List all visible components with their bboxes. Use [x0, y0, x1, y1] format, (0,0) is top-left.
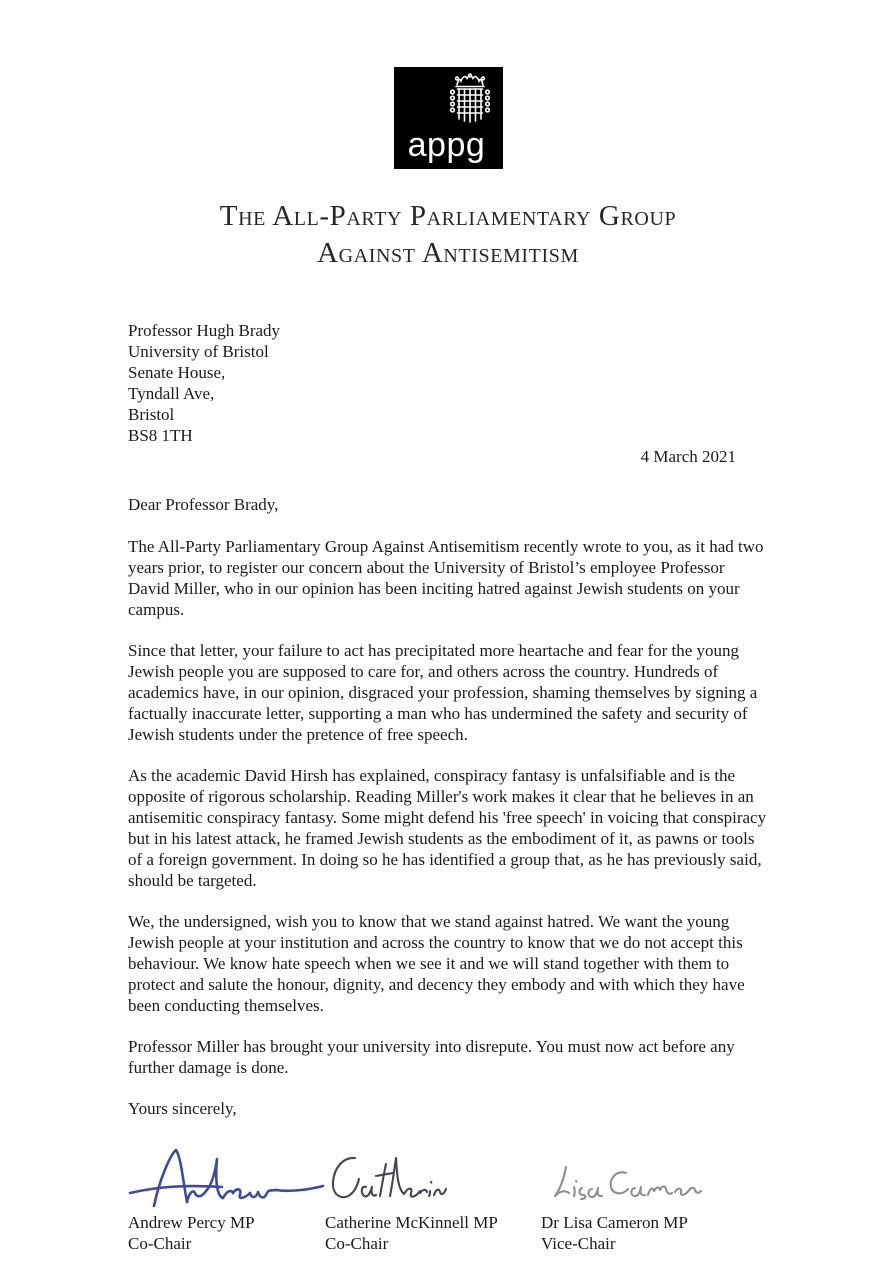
signature-block-catherine-mckinnell — [325, 1150, 541, 1209]
body-paragraph: As the academic David Hirsh has explained, conspiracy fantasy is unfalsifiable and is the opposite of rigorous scholarship. Reading Miller's work makes it clear that he believes in an antisemitic conspiracy fantasy. Some might defend his 'free speech' in voicing that conspiracy but in his latest attack, he framed Jewish students as the embodiment of it, as pawns or tools of a foreign government. In doing so he has identified a group that, as he has previously said, should be targeted. — [128, 766, 767, 890]
address-line: University of Bristol — [128, 342, 269, 361]
signatory-role: Co-Chair — [128, 1234, 192, 1253]
signature-row — [128, 1143, 768, 1209]
letterhead-title-line2: Against Antisemitism — [317, 237, 579, 269]
signatory-catherine-mckinnell — [325, 1212, 541, 1254]
appg-logo — [394, 67, 503, 169]
signature-block-andrew-percy — [128, 1145, 325, 1209]
signatory-andrew-percy — [128, 1212, 325, 1254]
recipient-address — [128, 320, 768, 446]
address-line: Bristol — [128, 405, 175, 424]
appg-logo-text: appg — [407, 126, 486, 164]
signature-catherine-mckinnell — [325, 1150, 447, 1206]
body-paragraph: We, the undersigned, wish you to know that we stand against hatred. We want the young Jewish people at your institution and across the country to know that we do not accept this behaviour. We know hate speech when we see it and we will stand together with them to protect and salute the honour, dignity, and decency they embody and with which they have been conducting themselves. — [128, 912, 745, 1015]
body-paragraph: The All-Party Parliamentary Group Against Antisemitism recently wrote to you, as it had two years prior, to register our concern about the University of Bristol’s employee Professor David Miller, who in our opinion has been inciting hatred against Jewish students on your campus. — [128, 537, 764, 619]
signatory-lisa-cameron — [541, 1212, 768, 1254]
address-line: Senate House, — [128, 363, 226, 382]
signatory-name: Andrew Percy MP — [128, 1213, 255, 1232]
signatory-name: Catherine McKinnell MP — [325, 1213, 498, 1232]
signatory-role: Co-Chair — [325, 1234, 389, 1253]
address-line: Tyndall Ave, — [128, 384, 215, 403]
address-line: Professor Hugh Brady — [128, 321, 281, 340]
body-paragraph: Professor Miller has brought your university into disrepute. You must now act before any further damage is done. — [128, 1037, 735, 1077]
signature-block-lisa-cameron — [541, 1157, 768, 1209]
signatory-names-row — [128, 1212, 768, 1254]
letterhead-title — [128, 198, 768, 272]
signature-andrew-percy — [126, 1145, 326, 1209]
portcullis-icon — [448, 73, 492, 127]
letter-date: 4 March 2021 — [640, 447, 736, 466]
closing: Yours sincerely, — [128, 1099, 237, 1118]
letterhead-title-line1: The All-Party Parliamentary Group — [219, 200, 677, 232]
signatory-name: Dr Lisa Cameron MP — [541, 1213, 688, 1232]
address-line: BS8 1TH — [128, 426, 193, 445]
signatory-role: Vice-Chair — [541, 1234, 616, 1253]
body-paragraph: Since that letter, your failure to act has precipitated more heartache and fear for the young Jewish people you are supposed to care for, and others across the country. Hundreds of academics have, in our opinion, disgraced your profession, shaming themselves by signing a factually inaccurate letter, supporting a man who has undermined the safety and security of Jewish students under the pretence of free speech. — [128, 641, 758, 744]
salutation: Dear Professor Brady, — [128, 495, 279, 514]
signature-lisa-cameron — [547, 1157, 702, 1203]
